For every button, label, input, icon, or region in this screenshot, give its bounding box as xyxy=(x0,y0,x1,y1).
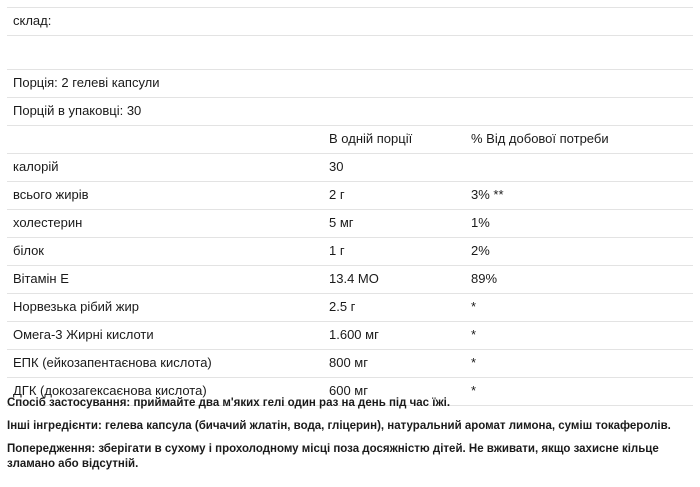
serving-size: Порція: 2 гелеві капсули xyxy=(13,75,160,90)
table-row xyxy=(7,154,693,182)
nutrient-daily-value: 89% xyxy=(471,271,498,286)
nutrient-amount: 30 xyxy=(329,159,344,174)
nutrient-name: всього жирів xyxy=(13,187,89,202)
nutrient-daily-value: 1% xyxy=(471,215,490,230)
nutrient-amount: 800 мг xyxy=(329,355,368,370)
nutrient-daily-value: 3% ** xyxy=(471,187,504,202)
nutrient-amount: 1 г xyxy=(329,243,345,258)
spacer-row xyxy=(7,36,693,70)
nutrient-name: Вітамін E xyxy=(13,271,69,286)
nutrient-name: ДГК (докозагексаєнова кислота) xyxy=(13,383,207,398)
table-row xyxy=(7,294,693,322)
nutrient-amount: 5 мг xyxy=(329,215,354,230)
nutrient-amount: 13.4 МО xyxy=(329,271,379,286)
nutrient-daily-value: 2% xyxy=(471,243,490,258)
composition-label: склад: xyxy=(13,13,52,28)
usage-note: Спосіб застосування: приймайте два м'яких гелі один раз на день під час їжі. xyxy=(7,397,451,409)
nutrient-name: калорій xyxy=(13,159,59,174)
table-row xyxy=(7,350,693,378)
nutrient-name: ЕПК (ейкозапентаєнова кислота) xyxy=(13,355,212,370)
nutrient-amount: 600 мг xyxy=(329,383,368,398)
nutrient-amount: 1.600 мг xyxy=(329,327,379,342)
header-amount: В одній порції xyxy=(329,131,413,146)
nutrient-daily-value: * xyxy=(471,355,477,370)
header-daily-value: % Від добової потреби xyxy=(471,131,609,146)
supplement-facts xyxy=(7,0,693,406)
nutrient-daily-value: * xyxy=(471,327,477,342)
product-notes xyxy=(7,396,693,480)
table-row xyxy=(7,322,693,350)
composition-row xyxy=(7,7,693,36)
nutrient-name: Омега-3 Жирні кислоти xyxy=(13,327,154,342)
warning-note: Попередження: зберігати в сухому і прохолодному місці поза досяжністю дітей. Не вживати, якщо захисне кільце зламано або відсутній. xyxy=(7,443,659,470)
table-row xyxy=(7,266,693,294)
table-header xyxy=(7,126,693,154)
table-row xyxy=(7,182,693,210)
table-row xyxy=(7,238,693,266)
nutrient-amount: 2 г xyxy=(329,187,345,202)
nutrient-daily-value: * xyxy=(471,299,477,314)
nutrient-amount: 2.5 г xyxy=(329,299,356,314)
servings-per-container: Порцій в упаковці: 30 xyxy=(13,103,142,118)
servings-per-container-row xyxy=(7,98,693,126)
serving-size-row xyxy=(7,70,693,98)
other-ingredients-note: Інші інгредієнти: гелева капсула (бичачий жлатін, вода, гліцерин), натуральний аромат лимона, суміш токаферолів. xyxy=(7,420,671,432)
nutrient-name: холестерин xyxy=(13,215,83,230)
table-row xyxy=(7,210,693,238)
nutrient-name: Норвезька рібий жир xyxy=(13,299,139,314)
nutrient-daily-value: * xyxy=(471,383,477,398)
nutrient-name: білок xyxy=(13,243,44,258)
